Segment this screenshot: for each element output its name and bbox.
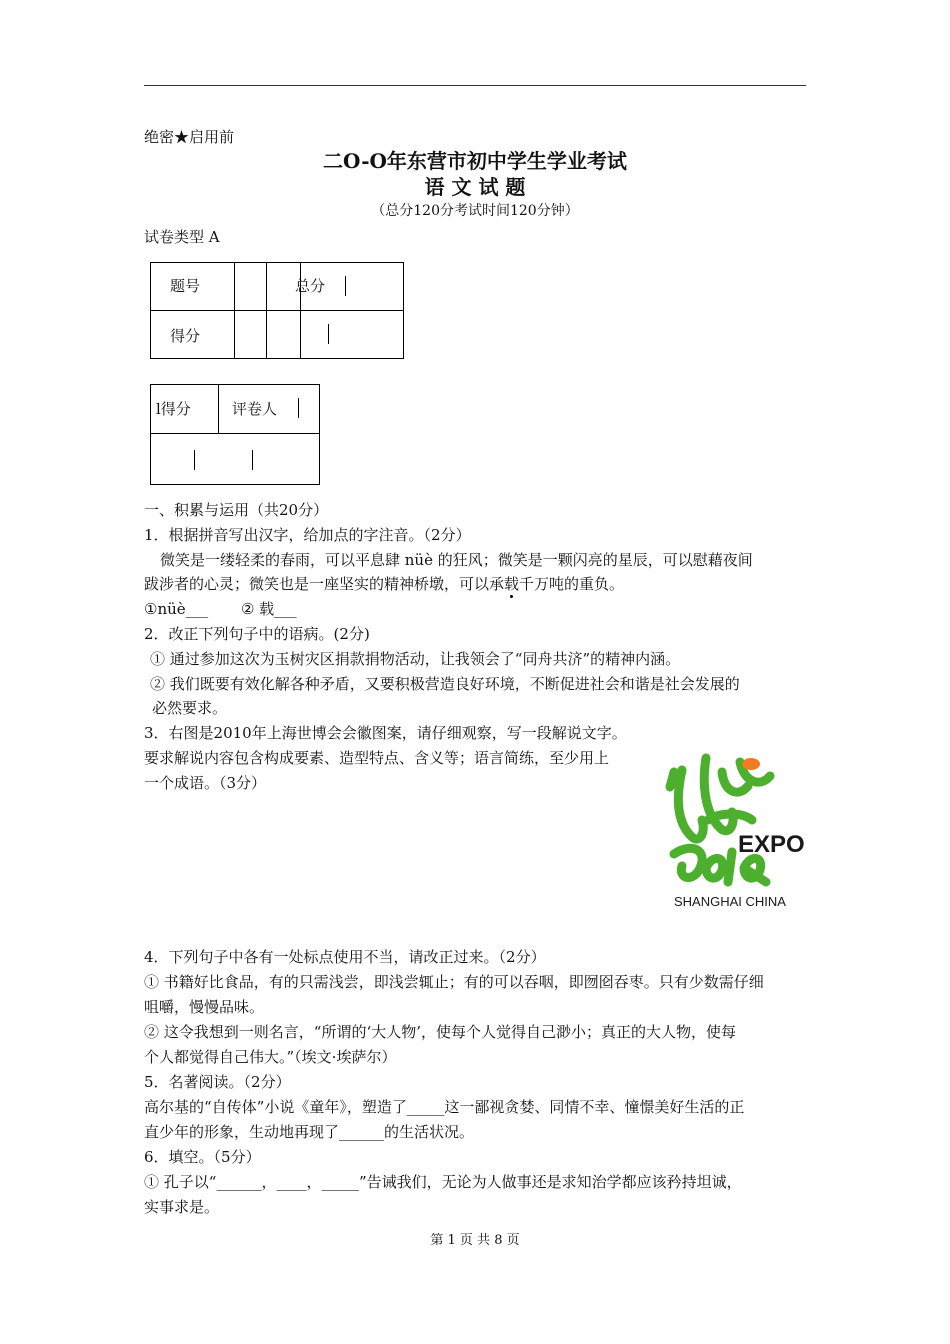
exam-info: （总分120分考试时间120分钟） [371, 203, 579, 219]
total-score-label: 总分 [295, 277, 326, 295]
q1-passage-line1: 微笑是一缕轻柔的春雨，可以平息肆 nüè 的狂风；微笑是一颗闪亮的星辰，可以慰藉夜间 [160, 551, 753, 569]
score-label: 得分 [170, 327, 201, 345]
q4-sentence-2-line2: 个人都觉得自己伟大。”（埃文·埃萨尔） [144, 1048, 397, 1066]
q6-line1: ① 孔子以“______，____，_____”告诫我们，无论为人做事还是求知治学都应该矜持坦诚， [144, 1173, 742, 1191]
q1-stem: 1．根据拼音写出汉字，给加点的字注音。（2分） [144, 526, 471, 544]
q3-requirement-line2: 一个成语。（3分） [144, 774, 267, 792]
page-footer: 第 1 页 共 8 页 [430, 1233, 520, 1248]
top-rule [144, 85, 806, 86]
q2-stem: 2．改正下列句子中的语病。(2分) [144, 625, 370, 643]
q5-line1: 高尔基的“自传体”小说《童年》，塑造了_____这一鄙视贪婪、同情不幸、憧憬美好生活的正 [144, 1098, 745, 1116]
q4-sentence-2-line1: ② 这令我想到一则名言，“所谓的‘大人物’，使每个人觉得自己渺小；真正的大人物，使每 [144, 1023, 736, 1041]
score-table [150, 262, 404, 360]
exam-title: 二O-O年东营市初中学生学业考试 [323, 149, 627, 173]
question-number-label: 题号 [170, 277, 201, 295]
q6-stem: 6．填空。（5分） [144, 1148, 261, 1166]
q4-sentence-1-line1: ① 书籍好比食品，有的只需浅尝，即浅尝辄止；有的可以吞咽，即囫囵吞枣。只有少数需仔细 [144, 973, 764, 991]
q2-sentence-2-line1: ② 我们既要有效化解各种矛盾，又要积极营造良好环境，不断促进社会和谐是社会发展的 [150, 675, 740, 693]
q2-sentence-1: ① 通过参加这次为玉树灾区捐款捐物活动，让我领会了“同舟共济”的精神内涵。 [150, 650, 681, 668]
paper-type: 试卷类型 A [144, 228, 220, 246]
q6-line2: 实事求是。 [144, 1198, 220, 1216]
q1-answers [144, 598, 297, 620]
expo-location: SHANGHAI CHINA [674, 894, 786, 909]
expo-wordmark: EXPO [738, 831, 805, 858]
q1-answer-a-label: ①nüè [144, 600, 186, 618]
grader-score-label: l得分 [156, 400, 191, 418]
section-heading: 一、积累与运用（共20分） [144, 501, 329, 519]
expo-emblem-icon [662, 742, 814, 910]
q5-blank-1[interactable]: _____ [406, 1098, 445, 1116]
q1-answer-b-label: ② 载 [240, 600, 275, 618]
q3-requirement-line1: 要求解说内容包含构成要素、造型特点、含义等；语言简练，至少用上 [144, 749, 610, 767]
q6-blank-2[interactable]: ____ [276, 1173, 307, 1191]
grader-name-label: 评卷人 [232, 400, 278, 418]
q5-blank-2[interactable]: ______ [339, 1123, 385, 1141]
q5-stem: 5．名著阅读。（2分） [144, 1073, 291, 1091]
grader-table [150, 384, 322, 486]
subject-title: 语 文 试 题 [424, 175, 526, 199]
q3-stem: 3．右图是2010年上海世博会会徽图案，请仔细观察，写一段解说文字。 [144, 724, 627, 742]
dotted-character: 载 [504, 575, 520, 593]
q4-stem: 4．下列句子中各有一处标点使用不当，请改正过来。（2分） [144, 948, 546, 966]
q1-passage-line2: 跋涉者的心灵；微笑也是一座坚实的精神桥墩，可以承载千万吨的重负。 [144, 575, 625, 593]
secret-label: 绝密★启用前 [144, 128, 235, 146]
q5-line2: 直少年的形象，生动地再现了______的生活状况。 [144, 1123, 475, 1141]
q6-blank-3[interactable]: _____ [321, 1173, 359, 1191]
q4-sentence-1-line2: 咀嚼，慢慢品味。 [144, 998, 265, 1016]
q1-answer-a-blank[interactable]: ___ [185, 600, 209, 618]
q6-blank-1[interactable]: ______ [216, 1173, 262, 1191]
q2-sentence-2-line2: 必然要求。 [152, 699, 228, 717]
expo-logo [662, 742, 814, 910]
q1-answer-b-blank[interactable]: ___ [274, 600, 297, 618]
